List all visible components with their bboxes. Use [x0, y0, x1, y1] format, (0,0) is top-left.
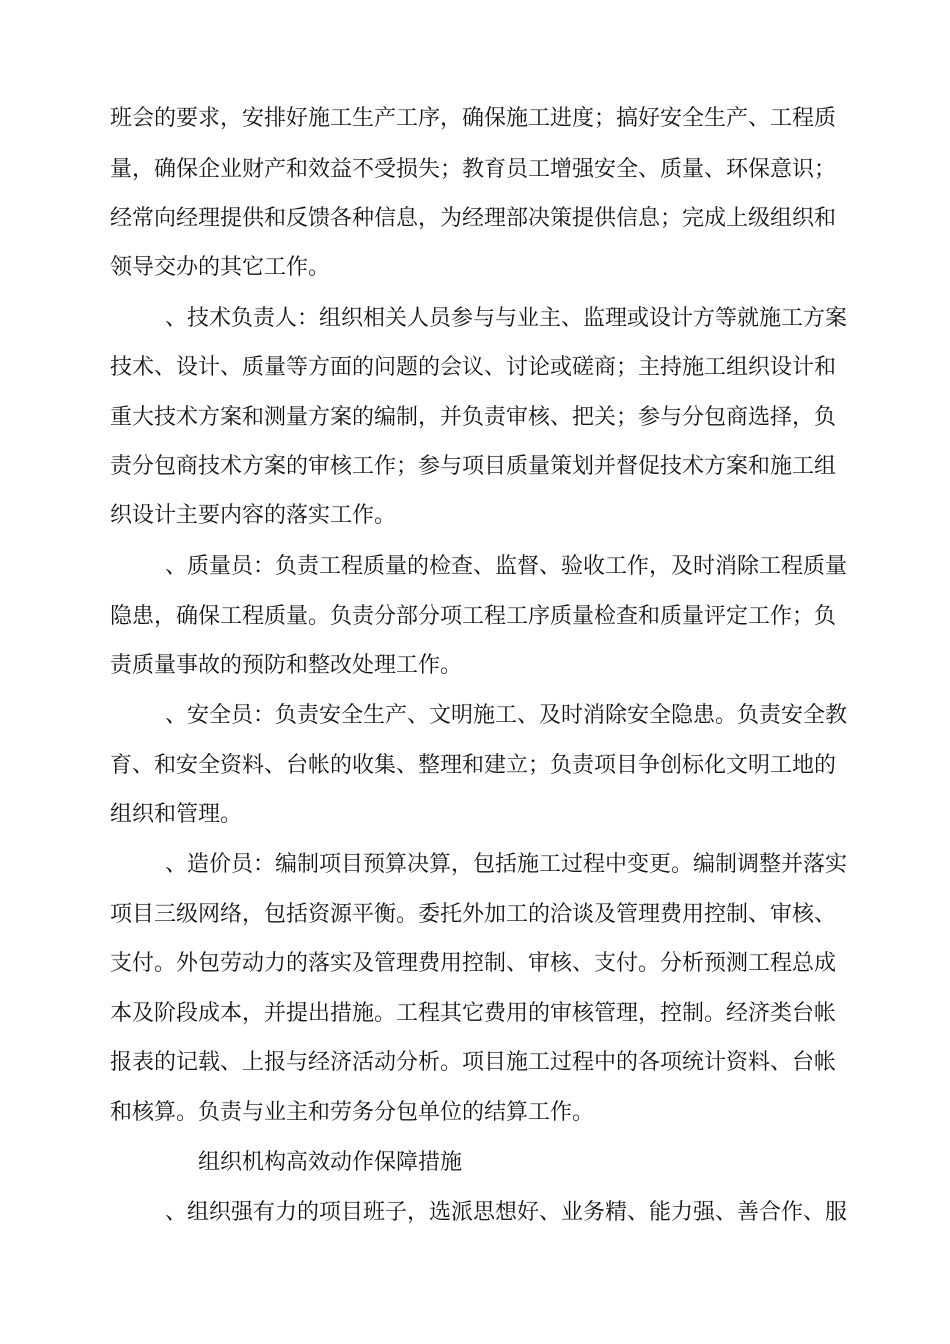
paragraph-line: 技术、设计、质量等方面的问题的会议、讨论或磋商；主持施工组织设计和: [110, 355, 837, 380]
paragraph-line: 、质量员：负责工程质量的检查、监督、验收工作，及时消除工程质量: [165, 554, 848, 579]
paragraph-line: 、组织强有力的项目班子，选派思想好、业务精、能力强、善合作、服: [165, 1200, 848, 1225]
paragraph-line: 组织和管理。: [110, 802, 243, 827]
paragraph-line: 量，确保企业财产和效益不受损失；教育员工增强安全、质量、环保意识；: [110, 157, 837, 182]
paragraph-line: 隐患，确保工程质量。负责分部分项工程工序质量检查和质量评定工作；负: [110, 604, 837, 629]
paragraph-line: 责质量事故的预防和整改处理工作。: [110, 653, 463, 678]
paragraph-line: 责分包商技术方案的审核工作；参与项目质量策划并督促技术方案和施工组: [110, 454, 837, 479]
paragraph-line: 和核算。负责与业主和劳务分包单位的结算工作。: [110, 1100, 595, 1125]
paragraph-line: 报表的记载、上报与经济活动分析。项目施工过程中的各项统计资料、台帐: [110, 1050, 837, 1075]
section-heading: 组织机构高效动作保障措施: [198, 1150, 463, 1175]
paragraph-line: 本及阶段成本，并提出措施。工程其它费用的审核管理，控制。经济类台帐: [110, 1001, 837, 1026]
paragraph-line: 领导交办的其它工作。: [110, 255, 331, 280]
paragraph-line: 育、和安全资料、台帐的收集、整理和建立；负责项目争创标化文明工地的: [110, 753, 837, 778]
paragraph-line: 、技术负责人：组织相关人员参与与业主、监理或设计方等就施工方案: [165, 306, 848, 331]
paragraph-line: 项目三级网络，包括资源平衡。委托外加工的洽谈及管理费用控制、审核、: [110, 902, 837, 927]
paragraph-line: 支付。外包劳动力的落实及管理费用控制、审核、支付。分析预测工程总成: [110, 951, 837, 976]
paragraph-line: 、造价员：编制项目预算决算，包括施工过程中变更。编制调整并落实: [165, 852, 848, 877]
paragraph-line: 经常向经理提供和反馈各种信息，为经理部决策提供信息；完成上级组织和: [110, 206, 837, 231]
paragraph-line: 、安全员：负责安全生产、文明施工、及时消除安全隐患。负责安全教: [165, 703, 848, 728]
paragraph-line: 织设计主要内容的落实工作。: [110, 503, 397, 528]
paragraph-line: 重大技术方案和测量方案的编制，并负责审核、把关；参与分包商选择，负: [110, 405, 837, 430]
paragraph-line: 班会的要求，安排好施工生产工序，确保施工进度；搞好安全生产、工程质: [110, 106, 837, 131]
